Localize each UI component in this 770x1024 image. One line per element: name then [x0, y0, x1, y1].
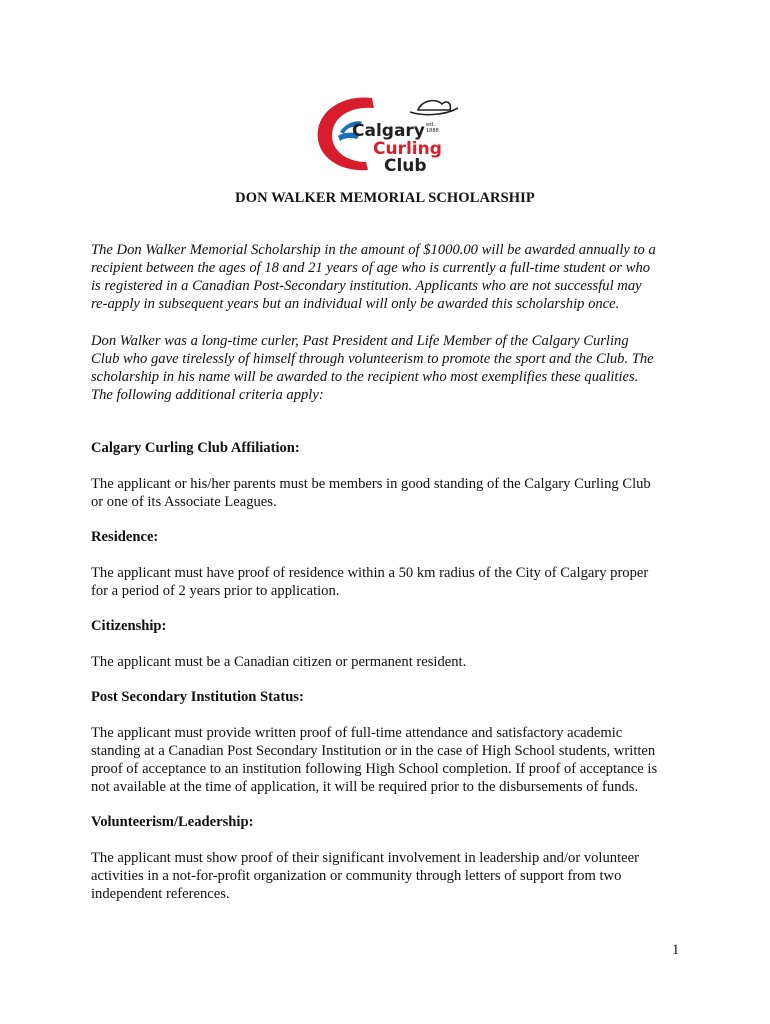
text-line: re-apply in subsequent years but an individual will only be awarded this scholarship once. — [91, 296, 620, 312]
text-line: The applicant must have proof of residence within a 50 km radius of the City of Calgary proper — [91, 565, 649, 581]
text-line: The applicant must show proof of their significant involvement in leadership and/or volunteer — [91, 850, 639, 866]
text-line: or one of its Associate Leagues. — [91, 494, 277, 510]
logo-text-line1: Calgary — [352, 121, 425, 141]
logo-est-year: 1888 — [426, 128, 439, 134]
logo-est-label: est. — [426, 122, 436, 128]
calgary-curling-club-logo — [310, 92, 465, 174]
text-line: The following additional criteria apply: — [91, 387, 324, 403]
intro-paragraph-1 — [91, 241, 691, 313]
text-line: proof of acceptance to an institution following High School completion. If proof of acceptance is — [91, 761, 658, 777]
section-heading-citizenship: Citizenship: — [91, 618, 167, 634]
section-body-residence — [91, 564, 691, 600]
section-heading-volunteerism: Volunteerism/Leadership: — [91, 814, 254, 830]
text-line: Club who gave tirelessly of himself through volunteerism to promote the sport and the Club. The — [91, 351, 654, 367]
section-body-citizenship — [91, 653, 691, 671]
section-heading-residence: Residence: — [91, 529, 159, 545]
logo-text-line2: Curling — [373, 139, 442, 159]
page-title: DON WALKER MEMORIAL SCHOLARSHIP — [235, 190, 535, 206]
text-line: The applicant or his/her parents must be members in good standing of the Calgary Curling Club — [91, 476, 651, 492]
text-line: Don Walker was a long-time curler, Past President and Life Member of the Calgary Curling — [91, 333, 629, 349]
text-line: not available at the time of application, it will be required prior to the disbursements of funds. — [91, 779, 639, 795]
cowboy-hat-icon — [410, 101, 458, 115]
section-body-post-secondary — [91, 724, 691, 796]
text-line: activities in a not-for-profit organization or community through letters of support from two — [91, 868, 622, 884]
page-number: 1 — [672, 942, 680, 958]
section-heading-affiliation: Calgary Curling Club Affiliation: — [91, 440, 300, 456]
text-line: The applicant must provide written proof of full-time attendance and satisfactory academic — [91, 725, 623, 741]
section-heading-post-secondary: Post Secondary Institution Status: — [91, 689, 304, 705]
section-body-volunteerism — [91, 849, 691, 903]
text-line: The applicant must be a Canadian citizen or permanent resident. — [91, 654, 467, 670]
text-line: standing at a Canadian Post Secondary Institution or in the case of High School students, written — [91, 743, 656, 759]
text-line: The Don Walker Memorial Scholarship in the amount of $1000.00 will be awarded annually to a — [91, 242, 656, 258]
text-line: independent references. — [91, 886, 230, 902]
text-line: recipient between the ages of 18 and 21 years of age who is currently a full-time student or who — [91, 260, 651, 276]
section-body-affiliation — [91, 475, 691, 511]
intro-paragraph-2 — [91, 332, 691, 404]
logo-text-line3: Club — [384, 156, 427, 174]
text-line: is registered in a Canadian Post-Secondary institution. Applicants who are not successful may — [91, 278, 642, 294]
text-line: for a period of 2 years prior to application. — [91, 583, 340, 599]
text-line: scholarship in his name will be awarded to the recipient who most exemplifies these qualities. — [91, 369, 639, 385]
